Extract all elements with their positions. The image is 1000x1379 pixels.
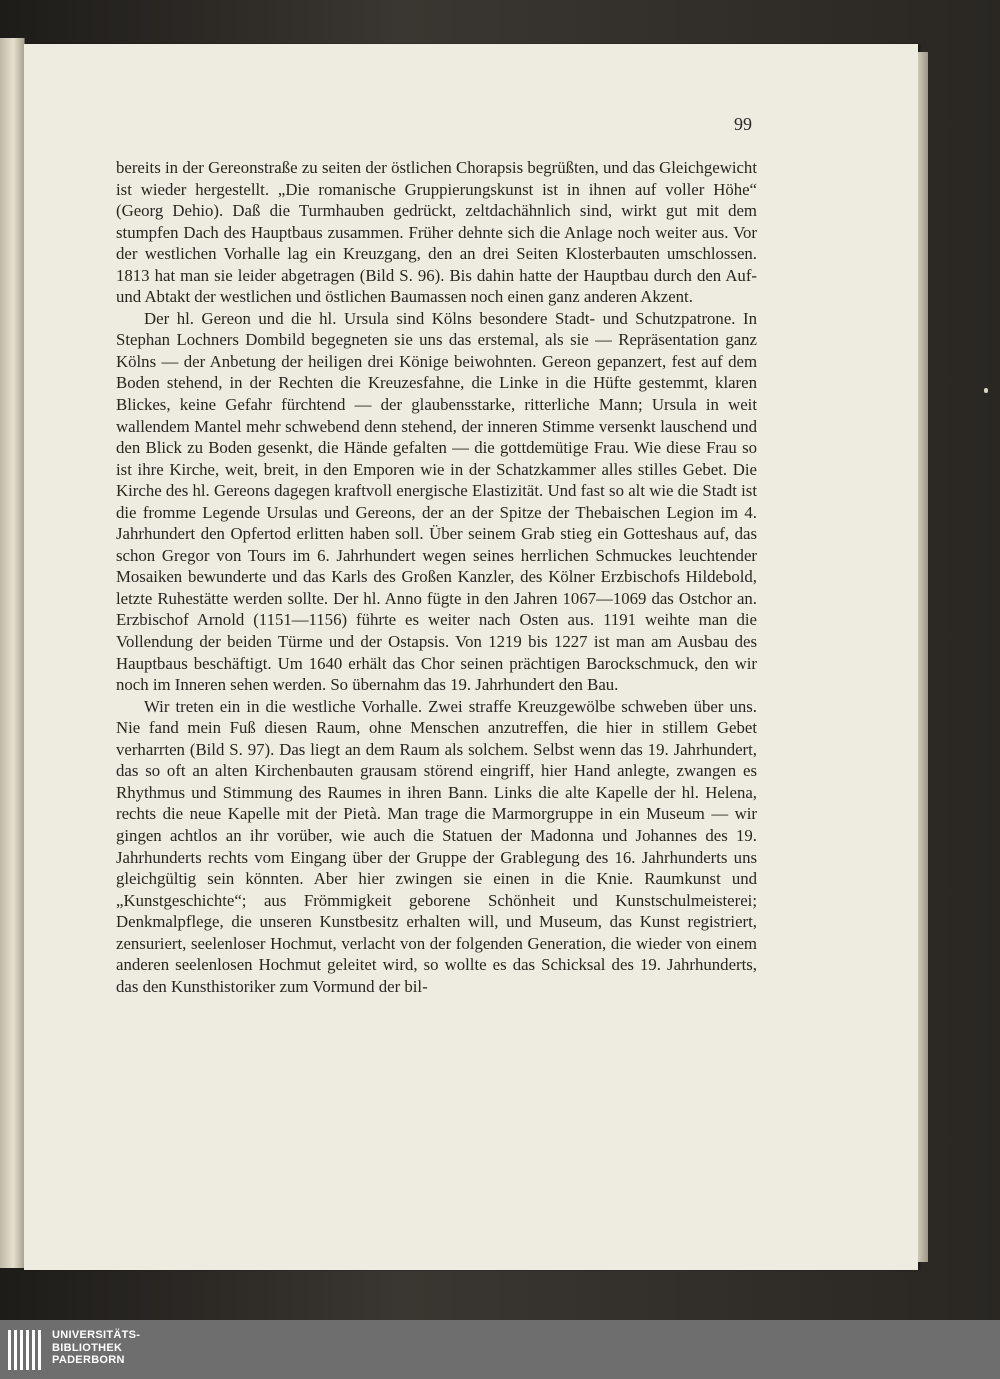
library-barcode-logo-icon (6, 1328, 46, 1372)
paragraph: bereits in der Gereonstraße zu seiten der östlichen Chorapsis begrüßten, und das Gleichgewicht ist wieder hergestellt. „Die romanische Gruppierungskunst ist in ihnen auf voller Höhe“ (Georg Dehio). Daß die Turmhauben gedrückt, zeltdachähnlich sind, wirkt gut mit dem stumpfen Dach des Hauptbaus zusammen. Früher dehnte sich die Anlage noch weiter aus. Vor der westlichen Vorhalle lag ein Kreuzgang, den an drei Seiten Klosterbauten umschlossen. 1813 hat man sie leider abgetragen (Bild S. 96). Bis dahin hatte der Hauptbau durch den Auf- und Abtakt der westlichen und östlichen Baumassen noch einen ganz anderen Akzent. (116, 158, 757, 307)
page-number: 99 (734, 114, 752, 134)
paragraph: Der hl. Gereon und die hl. Ursula sind Kölns besondere Stadt- und Schutzpatrone. In Stephan Lochners Dombild begegneten sie uns das erstemal, als sie — Repräsentation ganz Kölns — der Anbetung der heiligen drei Könige beiwohnten. Gereon gepanzert, fest auf dem Boden stehend, in der Rechten die Kreuzesfahne, die Linke in die Hüfte gestemmt, klaren Blickes, keine Gefahr fürchtend — der glaubensstarke, ritterliche Mann; Ursula in weit wallendem Mantel mehr schwebend denn stehend, der inneren Stimme versenkt lauschend und den Blick zu Boden gesenkt, die Hände gefalten — die gottdemütige Frau. Wie diese Frau so ist ihre Kirche, weit, breit, in den Emporen wie in der Schatzkammer alles stilles Gebet. Die Kirche des hl. Gereons dagegen kraftvoll energische Elastizität. Und fast so alt wie die Stadt ist die fromme Legende Ursulas und Gereons, der an der Spitze der Thebaischen Legion im 4. Jahrhundert den Opfertod erlitten haben soll. Über seinem Grab stieg ein Gotteshaus auf, das schon Gregor von Tours im 6. Jahrhundert wegen seines herrlichen Schmuckes leuchtender Mosaiken bewunderte und das Karls des Großen Kanzler, des Kölner Erzbischofs Hildebold, letzte Ruhestätte werden sollte. Der hl. Anno fügte in den Jahren 1067—1069 das Ostchor an. Erzbischof Arnold (1151—1156) führte es weiter nach Osten aus. 1191 weihte man die Vollendung der beiden Türme und der Ostapsis. Von 1219 bis 1227 ist man am Ausbau des Hauptbaus beschäftigt. Um 1640 erhält das Chor seinen prächtigen Barockschmuck, den wir noch im Inneren sehen werden. So übernahm das 19. Jahrhundert den Bau. (116, 308, 757, 695)
left-page-edge (0, 38, 25, 1268)
paper-fleck (984, 388, 988, 393)
body-text (116, 157, 757, 997)
logo-line: UNIVERSITÄTS- (52, 1329, 141, 1341)
library-logo-text (52, 1329, 140, 1367)
logo-line: PADERBORN (52, 1354, 125, 1366)
paragraph: Wir treten ein in die westliche Vorhalle. Zwei straffe Kreuzgewölbe schweben über uns. Nie fand mein Fuß diesen Raum, ohne Menschen anzutreffen, die hier in stillem Gebet verharrten (Bild S. 97). Das liegt an dem Raum als solchem. Selbst wenn das 19. Jahrhundert, das so oft an alten Kirchenbauten grausam störend eingriff, hier Hand anlegte, zwangen es Rhythmus und Stimmung des Raumes in ihren Bann. Links die alte Kapelle der hl. Helena, rechts die neue Kapelle mit der Pietà. Man trage die Marmorgruppe in ein Museum — wir gingen achtlos an ihr vorüber, wie auch die Statuen der Madonna und Johannes des 19. Jahrhunderts rechts vom Eingang über der Gruppe der Grablegung des 16. Jahrhunderts uns gleichgültig sein könnten. Aber hier zwingen sie einen in die Knie. Raumkunst und „Kunstgeschichte“; aus Frömmigkeit geborene Schönheit und Kunstschulmeisterei; Denkmalpflege, die unseren Kunstbesitz erhalten will, und Museum, das Kunst registriert, zensuriert, seelenloser Hochmut, verlacht von der folgenden Generation, die wieder von einem anderen seelenlosen Hochmut geleitet wird, so wollte es das Schicksal des 19. Jahrhunderts, das den Kunsthistoriker zum Vormund der bil- (116, 696, 757, 996)
logo-line: BIBLIOTHEK (52, 1341, 123, 1354)
right-page-edge (918, 52, 928, 1262)
footer-bar (0, 1320, 1000, 1379)
